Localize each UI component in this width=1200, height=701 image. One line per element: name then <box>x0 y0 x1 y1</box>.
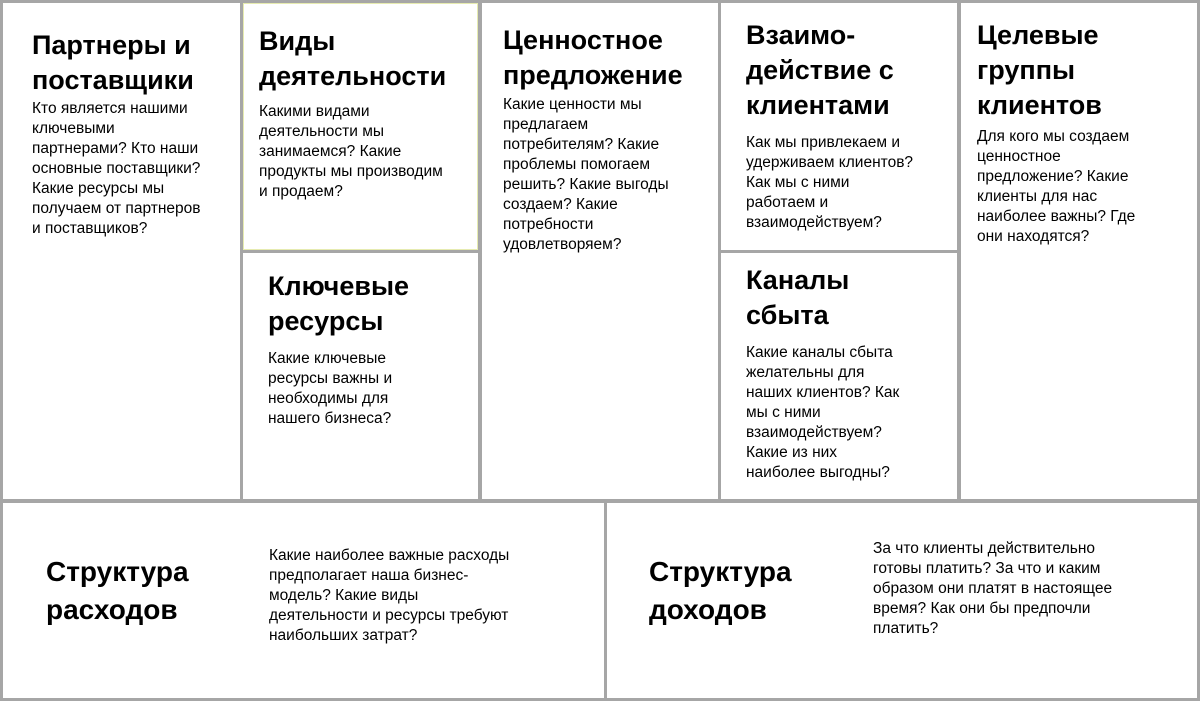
key-resources-block <box>243 253 478 499</box>
cost-structure-block <box>3 503 604 698</box>
key-resources-title: Ключевые ресурсы <box>268 271 410 336</box>
key-partners-description: Кто является нашими ключевыми партнерами? Кто наши основные поставщики? Какие ресурсы мы получаем от партнеров и поставщиков? <box>32 100 201 237</box>
key-activities-block <box>243 3 478 250</box>
customer-relationships-block <box>721 3 957 250</box>
key-partners-title: Партнеры и поставщики <box>32 30 194 95</box>
value-proposition-description: Какие ценности мы предлагаем потребителям? Какие проблемы помогаем решить? Какие выгоды создаем? Какие потребности удовлетворяем? <box>503 96 669 253</box>
revenue-streams-block <box>607 503 1197 698</box>
key-activities-title: Виды деятельности <box>259 26 447 91</box>
customer-segments-block <box>961 3 1197 499</box>
customer-relationships-title: Взаимо- действие с клиентами <box>746 20 894 120</box>
customer-relationships-description: Как мы привлекаем и удерживаем клиентов? Как мы с ними работаем и взаимодействуем? <box>746 134 914 231</box>
value-proposition-title: Ценностное предложение <box>503 25 683 90</box>
channels-description: Какие каналы сбыта желательны для наших клиентов? Как мы с ними взаимодействуем? Какие из них наиболее выгодны? <box>746 344 900 481</box>
revenue-streams-title: Структура доходов <box>649 556 792 625</box>
customer-segments-title: Целевые группы клиентов <box>977 20 1102 120</box>
key-partners-block <box>3 3 240 499</box>
cost-structure-title: Структура расходов <box>46 556 189 625</box>
key-resources-description: Какие ключевые ресурсы важны и необходимы для нашего бизнеса? <box>268 350 393 427</box>
channels-title: Каналы сбыта <box>746 265 850 330</box>
key-activities-description: Какими видами деятельности мы занимаемся? Какие продукты мы производим и продаем? <box>259 103 443 200</box>
cost-structure-description: Какие наиболее важные расходы предполагает наша бизнес- модель? Какие виды деятельности и ресурсы требуют наибольших затрат? <box>269 547 510 644</box>
value-proposition-block <box>482 3 718 499</box>
channels-block <box>721 253 957 499</box>
revenue-streams-description: За что клиенты действительно готовы платить? За что и каким образом они платят в настоящее время? Как они бы предпочли платить? <box>873 540 1113 637</box>
customer-segments-description: Для кого мы создаем ценностное предложение? Какие клиенты для нас наиболее важны? Где они находятся? <box>977 128 1136 245</box>
